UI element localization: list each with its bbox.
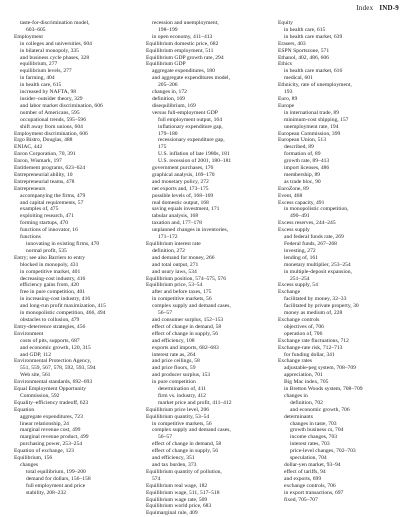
index-entry: Equilibrium wage, 511, 517–518 xyxy=(146,489,220,496)
index-subentry: membership, 89 xyxy=(284,171,321,178)
index-entry: Equation xyxy=(14,406,35,413)
index-subentry: examples of, 475 xyxy=(20,206,59,213)
index-subentry: in increasing-cost industry, 416 xyxy=(20,296,91,303)
index-subentry: unplanned changes in inventories, xyxy=(152,227,229,234)
index-subentry: free in pure competition, 401 xyxy=(20,289,86,296)
index-subentry: occupational trends, 595–596 xyxy=(20,116,87,123)
index-subentry: monetary multiplier, 253–254 xyxy=(284,261,351,268)
index-subentry: firm vs. industry, 412 xyxy=(158,392,206,399)
index-column-3 xyxy=(278,20,406,517)
index-subentry: for funding dollar, 341 xyxy=(284,351,335,358)
index-entry: Equimarginal rule, 409 xyxy=(146,510,198,517)
index-entry: Equilibrium world price, 683 xyxy=(146,503,212,510)
index-entry: Excess reserves, 244–245 xyxy=(278,220,336,227)
index-entry: ENIAC, 442 xyxy=(14,144,43,151)
index-subentry: decreasing-cost industry, 416 xyxy=(20,275,86,282)
index-entry: Exchange-rate risk, 712–713 xyxy=(278,344,343,351)
index-subentry: and capital requirements, 57 xyxy=(20,199,84,206)
index-subentry: in monopolistic competition, xyxy=(284,206,349,213)
index-entry: Ergo Bistro, Douglas, 488 xyxy=(14,137,73,144)
index-subentry: blocked in monopoly, 431 xyxy=(20,261,79,268)
index-subentry: and long-run profit maximization, 415 xyxy=(20,303,106,310)
index-subentry: described, 89 xyxy=(284,144,314,151)
index-subentry: determinants xyxy=(284,413,313,420)
index-entry: European Commission, 399 xyxy=(278,130,341,137)
index-subentry: functions of innovator, 16 xyxy=(20,227,78,234)
index-subentry: recessionary expenditure gap, xyxy=(158,137,225,144)
index-subentry: 251–254 xyxy=(290,275,310,282)
index-entry: Employment discrimination, 606 xyxy=(14,130,88,137)
index-subentry: definition, 702 xyxy=(290,399,323,406)
running-header xyxy=(356,4,399,12)
index-subentry: after and before taxes, 175 xyxy=(152,289,212,296)
index-subentry: income changes, 703 xyxy=(290,434,338,441)
index-subentry: in competitive market, 401 xyxy=(20,268,81,275)
index-subentry: full employment output, 164 xyxy=(158,116,223,123)
index-subentry: in colleges and universities, 604 xyxy=(20,40,92,47)
index-subentry: in competitive markets, 56 xyxy=(152,296,212,303)
index-subentry: insider–outsider theory, 329 xyxy=(20,95,83,102)
index-entry: Entrepreneurs xyxy=(14,185,46,192)
index-subentry: and GDP, 112 xyxy=(20,351,52,358)
index-subentry: interest rate as, 264 xyxy=(152,351,196,358)
index-subentry: aggregate expenditures, 723 xyxy=(20,413,83,420)
index-subentry: and tax burden, 373 xyxy=(152,462,197,468)
index-subentry: in health care market, 639 xyxy=(284,33,343,40)
index-subentry: price-level changes, 702–703 xyxy=(290,448,356,455)
index-column-1 xyxy=(14,20,142,517)
index-entry: Equilibrium position, 574–575, 576 xyxy=(146,275,227,282)
index-entry: Equilibrium quantity of pollution, xyxy=(146,468,222,475)
index-subentry: growth rate, 89–413 xyxy=(284,158,330,165)
index-entry: Erasers, 403 xyxy=(278,40,306,47)
index-subentry: medical, 601 xyxy=(284,75,313,82)
index-subentry: facilitated by money, 32–33 xyxy=(284,296,347,303)
index-subentry: and producer surplus, 153 xyxy=(152,372,211,379)
index-subentry: real domestic output, 168 xyxy=(152,199,209,206)
index-entry: Equilibrium interest rate xyxy=(146,241,201,247)
index-subentry: disequilibrium, 169 xyxy=(152,102,196,109)
index-entry: Euro, 89 xyxy=(278,95,298,102)
index-subentry: and total output, 271 xyxy=(152,261,199,268)
index-subentry: appreciation, 701 xyxy=(284,372,323,379)
index-entry: Entrepreneurial ability, 10 xyxy=(14,171,73,178)
index-subentry: 198–199 xyxy=(158,26,178,33)
index-entry: Excess supply, 54 xyxy=(278,282,318,289)
index-subentry: taxation and, 177–178 xyxy=(152,220,202,227)
index-subentry: minimum-cost shipping, 157 xyxy=(284,116,349,123)
index-subentry: and business cycle phases, 328 xyxy=(20,54,90,61)
index-subentry: possible levels of, 168–169 xyxy=(152,192,214,199)
index-subentry: U.S. recession of 2001, 180–181 xyxy=(158,158,232,165)
index-entry: Enron Corporation, 70, 391 xyxy=(14,151,76,158)
index-subentry: accompanying the firms, 479 xyxy=(20,192,86,199)
index-subentry: functions xyxy=(20,234,41,241)
index-subentry: market price and profit, 411–412 xyxy=(158,399,232,406)
index-entry: Exchange controls xyxy=(278,316,320,323)
index-subentry: in international trade, 89 xyxy=(284,109,339,116)
index-subentry: effect of tariffs, 94 xyxy=(284,468,326,475)
index-entry: Equilibrium real wage, 182 xyxy=(146,482,208,489)
index-subentry: efficiency gains from, 420 xyxy=(20,282,79,289)
index-subentry: tabular analysis, 168 xyxy=(152,213,199,220)
index-entry: Europe xyxy=(278,102,295,109)
index-subentry: and demand for money, 266 xyxy=(152,254,215,261)
index-subentry: 175 xyxy=(158,144,167,151)
index-subentry: changes in taste, 703 xyxy=(290,420,337,427)
index-subentry: exchange controls, 706 xyxy=(284,482,336,489)
index-entry: Excess capacity, 491 xyxy=(278,199,325,206)
index-subentry: 574 xyxy=(152,475,161,482)
index-entry: Environmental standards, 692–693 xyxy=(14,379,93,386)
index-subentry: obstacles to collusion, 479 xyxy=(20,316,80,323)
index-subentry: U.S. inflation of late 1980s, 181 xyxy=(158,151,230,158)
index-subentry: demand for dollars, 156–158 xyxy=(26,475,91,482)
index-subentry: in export transactions, 697 xyxy=(284,489,344,496)
index-subentry: dollar-yen market, 93–94 xyxy=(284,462,341,468)
index-subentry: total equilibrium, 199–200 xyxy=(26,468,86,475)
index-subentry: and economic growth, 120, 315 xyxy=(20,344,91,351)
index-subentry: 56–57 xyxy=(158,310,172,317)
index-subentry: investing, 272 xyxy=(284,247,316,254)
index-subentry: number of Americans, 595 xyxy=(20,109,80,116)
index-entry: Enron, Wismark, 197 xyxy=(14,158,62,165)
index-entry: Equilibrium employment, 511 xyxy=(146,47,214,54)
index-subentry: normal profit, 535 xyxy=(26,247,67,254)
index-subentry: forming startups, 470 xyxy=(20,220,69,227)
index-subentry: effect of change in supply, 56 xyxy=(152,448,219,455)
index-subentry: and efficiency, 351 xyxy=(152,455,195,462)
index-column-2 xyxy=(146,20,274,517)
index-subentry: 179–180 xyxy=(158,130,178,137)
index-subentry: effect of change in demand, 58 xyxy=(152,441,222,448)
index-entry: Equilibrium price level, 206 xyxy=(146,406,210,413)
index-subentry: 551, 559, 567, 578, 592, 593, 594 xyxy=(20,365,96,372)
index-subentry: in bilateral monopoly, 335 xyxy=(20,47,79,54)
index-subentry: changes xyxy=(20,462,39,468)
index-entry: Equilibrium GDP xyxy=(146,61,186,68)
index-subentry: speculation, 704 xyxy=(290,455,327,462)
index-subentry: changes in, 172 xyxy=(152,89,187,96)
index-entry: Ethnicity, rate of unemployment, xyxy=(278,82,352,89)
index-entry: Entitlement programs, 623–624 xyxy=(14,165,85,172)
index-entry: Entrepreneurial teams, 478 xyxy=(14,178,75,185)
index-subentry: unemployment rate, 194 xyxy=(284,123,339,130)
index-entry: Employment xyxy=(14,33,43,40)
index-subentry: equilibrium, 277 xyxy=(20,61,58,68)
index-subentry: and economic growth, 706 xyxy=(290,406,350,413)
index-subentry: import licenses, 486 xyxy=(284,165,330,172)
index-subentry: in health care market, 616 xyxy=(284,68,343,75)
index-subentry: aggregate expenditures, 180 xyxy=(152,68,215,75)
index-subentry: complex supply and demand cases, xyxy=(152,303,231,310)
index-entry: Equilibrium quantity, 53–54 xyxy=(146,413,210,420)
index-entry: Entry; see also Barriers to entry xyxy=(14,254,85,261)
index-entry: Equal Employment Opportunity xyxy=(14,386,87,393)
index-subentry: increased by NAFTA, 98 xyxy=(20,89,77,96)
index-subentry: exploiting research, 471 xyxy=(20,213,74,220)
index-subentry: Federal funds, 267–268 xyxy=(284,241,337,247)
index-entry: Exchange xyxy=(278,289,301,296)
index-subentry: interest rates, 703 xyxy=(290,441,330,448)
index-subentry: 490–491 xyxy=(290,213,310,220)
index-subentry: in multiple-deposit expansion, xyxy=(284,268,352,275)
index-subentry: 193 xyxy=(284,89,293,96)
index-subentry: objectives of, 706 xyxy=(284,323,324,330)
page-number: IND-9 xyxy=(379,4,399,12)
index-entry: Equilibrium domestic price, 682 xyxy=(146,40,219,47)
index-entry: Equation of exchange, 123 xyxy=(14,448,74,455)
index-entry: Equality–efficiency tradeoff, 623 xyxy=(14,399,89,406)
index-subentry: facilitated by private property, 30 xyxy=(284,303,359,310)
index-entry: Exchange rates xyxy=(278,358,313,365)
index-subentry: 56–57 xyxy=(158,434,172,441)
index-subentry: government purchases, 176 xyxy=(152,165,214,172)
index-subentry: and price floors, 59 xyxy=(152,365,196,372)
index-subentry: as trade bloc, 90 xyxy=(284,178,321,185)
index-subentry: taste-for-discrimination model, xyxy=(20,20,90,26)
index-entry: Equilibrium wage rate, 509 xyxy=(146,496,208,503)
index-entry: Environment xyxy=(14,330,44,337)
index-subentry: net exports and, 173–175 xyxy=(152,185,209,192)
index-entry: Ethanol, 402, 486, 606 xyxy=(278,54,329,61)
index-subentry: effect of change in supply, 56 xyxy=(152,330,219,337)
index-subentry: in health care, 615 xyxy=(20,82,62,89)
index-subentry: stability, 208–232 xyxy=(26,489,67,496)
index-entry: Ethics xyxy=(278,61,292,68)
index-subentry: costs of pits, supports, 687 xyxy=(20,337,80,344)
index-subentry: lending of, 161 xyxy=(284,254,319,261)
index-subentry: versus full-employment GDP xyxy=(152,109,218,116)
index-entry: Equilibrium price, 53–54 xyxy=(146,282,203,289)
index-subentry: and exports, 699 xyxy=(284,475,322,482)
index-subentry: in monopolistic competition, 466, 494 xyxy=(20,310,106,317)
index-columns xyxy=(14,20,401,517)
index-subentry: changes in xyxy=(284,392,308,399)
index-subentry: money as medium of, 228 xyxy=(284,310,343,317)
index-subentry: recession and unemployment, xyxy=(152,20,219,26)
index-subentry: effect of change in demand, 58 xyxy=(152,323,222,330)
index-subentry: and labor market discrimination, 606 xyxy=(20,102,103,109)
index-subentry: 205–206 xyxy=(158,82,178,89)
index-subentry: purchasing power, 253–254 xyxy=(20,441,83,448)
index-subentry: Commission, 592 xyxy=(20,392,60,399)
index-subentry: definition, 169 xyxy=(152,95,185,102)
header-title: Index xyxy=(356,4,374,12)
index-subentry: determination of, 411 xyxy=(158,386,207,393)
index-subentry: Web site, 561 xyxy=(20,372,51,379)
index-entry: Equity xyxy=(278,20,293,26)
index-subentry: and aggregate expenditures model, xyxy=(152,75,230,82)
index-subentry: fixed, 705–707 xyxy=(284,496,318,503)
index-subentry: Big Mac index, 705 xyxy=(284,379,329,386)
index-subentry: marginal revenue cost, 499 xyxy=(20,427,81,434)
index-subentry: and usury laws, 534 xyxy=(152,268,197,275)
index-subentry: growth business cs, 704 xyxy=(290,427,344,434)
index-subentry: linear relationship, 24 xyxy=(20,420,69,427)
index-subentry: 603–605 xyxy=(26,26,46,33)
index-subentry: in health care, 615 xyxy=(284,26,326,33)
index-subentry: in open economy, 411–413 xyxy=(152,33,213,40)
index-subentry: operation of, 706 xyxy=(284,330,323,337)
index-subentry: 171–172 xyxy=(158,234,178,241)
index-entry: EuroZone, 89 xyxy=(278,185,309,192)
index-subentry: and efficiency, 108 xyxy=(152,337,195,344)
index-entry: Entry-deterrence strategies, 456 xyxy=(14,323,86,330)
index-entry: ESPN Sportszone, 571 xyxy=(278,47,330,54)
index-subentry: in pure competition xyxy=(152,379,196,386)
index-entry: Exchange rate fluctuations, 712 xyxy=(278,337,349,344)
index-subentry: and monetary policy, 272 xyxy=(152,178,209,185)
index-entry: European Union, 513 xyxy=(278,137,327,144)
index-subentry: in competitive markets, 56 xyxy=(152,420,212,427)
index-entry: Environmental Protection Agency, xyxy=(14,358,92,365)
index-subentry: inflationary expenditure gap, xyxy=(158,123,223,130)
index-subentry: saving equals investment, 171 xyxy=(152,206,220,213)
index-subentry: full employment and price xyxy=(26,482,86,489)
index-subentry: formation of, 89 xyxy=(284,151,321,158)
index-subentry: and federal funds rate, 269 xyxy=(284,234,344,241)
index-subentry: equilibrium levels, 277 xyxy=(20,68,72,75)
index-subentry: graphical analysis, 169–170 xyxy=(152,171,215,178)
index-subentry: marginal revenue product, 499 xyxy=(20,434,89,441)
index-subentry: in Bretton Woods system, 708–709 xyxy=(284,386,363,393)
index-entry: Event, 468 xyxy=(278,192,303,199)
index-subentry: complex supply and demand cases, xyxy=(152,427,231,434)
index-subentry: adjustable-peg system, 708–709 xyxy=(284,365,356,372)
index-subentry: in farming, 404 xyxy=(20,75,55,82)
index-subentry: definition, 272 xyxy=(152,247,185,254)
index-entry: Equilibrium GDP growth rate, 294 xyxy=(146,54,224,61)
index-subentry: innovating in existing firms, 470 xyxy=(26,241,100,247)
index-subentry: and consumer surplus, 152–153 xyxy=(152,316,224,323)
index-subentry: shift away from unions, 604 xyxy=(20,123,83,130)
index-entry: Excess supply xyxy=(278,227,310,234)
index-subentry: and price ceilings, 58 xyxy=(152,358,200,365)
index-subentry: exports and imports, 682–683 xyxy=(152,344,219,351)
index-entry: Equilibrium, 156 xyxy=(14,455,53,462)
